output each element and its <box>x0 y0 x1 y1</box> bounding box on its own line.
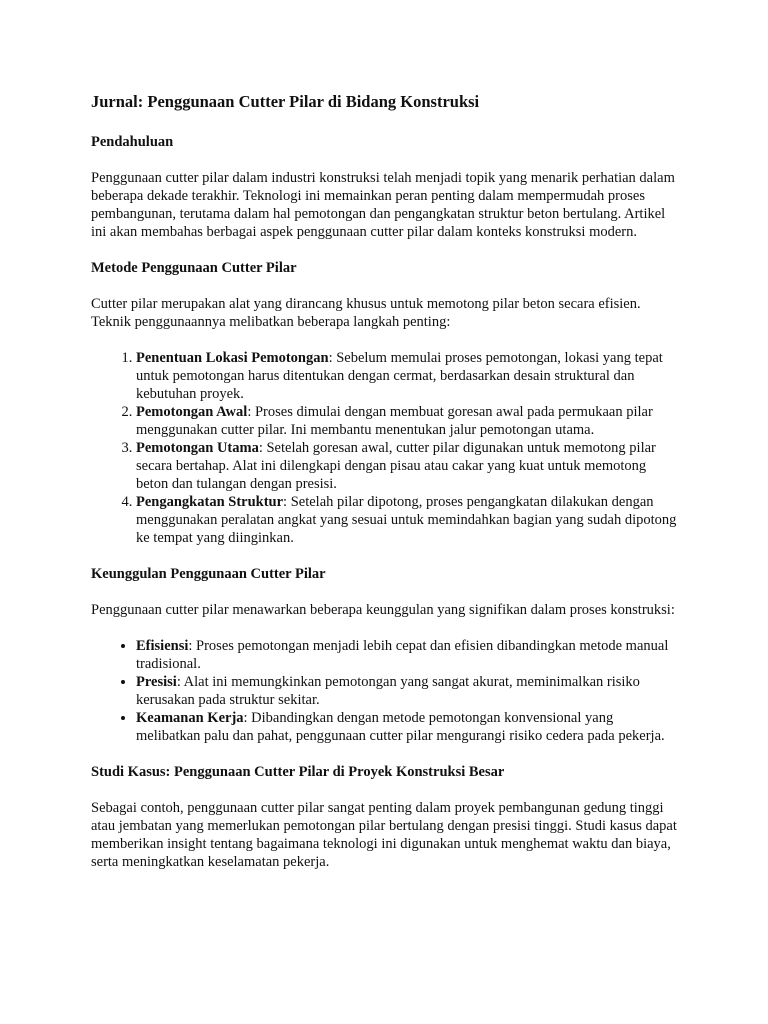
paragraph-intro: Penggunaan cutter pilar dalam industri konstruksi telah menjadi topik yang menarik perhatian dalam beberapa dekade terakhir. Teknologi ini memainkan peran penting dalam mempermudah proses pembangunan, terutama dalam hal pemotongan dan pengangkatan struktur beton bertulang. Artikel ini akan membahas berbagai aspek penggunaan cutter pilar dalam konteks konstruksi modern. <box>91 170 675 240</box>
heading-method: Metode Penggunaan Cutter Pilar <box>91 260 297 276</box>
list-item-term: Pemotongan Utama <box>136 440 259 456</box>
list-item-term: Pengangkatan Struktur <box>136 494 284 510</box>
list-item <box>136 403 681 439</box>
list-item <box>136 673 681 709</box>
list-item-text: : Setelah pilar dipotong, proses pengangkatan dilakukan dengan menggunakan peralatan angkat yang sesuai untuk memindahkan bagian yang sudah dipotong ke tempat yang diinginkan. <box>136 494 677 546</box>
list-item-term: Pemotongan Awal <box>136 404 248 420</box>
method-steps-list <box>91 349 681 547</box>
list-item-text: : Setelah goresan awal, cutter pilar digunakan untuk memotong pilar secara bertahap. Alat ini dilengkapi dengan pisau atau cakar yang kuat untuk memotong beton dan tulangan dengan presisi. <box>136 440 656 492</box>
list-item-text: : Sebelum memulai proses pemotongan, lokasi yang tepat untuk pemotongan harus ditentukan dengan cermat, berdasarkan desain struktural dan kebutuhan proyek. <box>136 350 663 402</box>
heading-intro: Pendahuluan <box>91 134 174 150</box>
list-item-text: : Proses dimulai dengan membuat goresan awal pada permukaan pilar menggunakan cutter pilar. Ini membantu menentukan jalur pemotongan utama. <box>136 404 653 438</box>
list-item-term: Keamanan Kerja <box>136 710 244 726</box>
list-item-text: : Dibandingkan dengan metode pemotongan konvensional yang melibatkan palu dan pahat, penggunaan cutter pilar mengurangi risiko cedera pada pekerja. <box>136 710 665 744</box>
list-item-term: Penentuan Lokasi Pemotongan <box>136 350 329 366</box>
advantages-list <box>91 637 681 745</box>
list-item-term: Presisi <box>136 674 177 690</box>
heading-case-study: Studi Kasus: Penggunaan Cutter Pilar di Proyek Konstruksi Besar <box>91 764 505 780</box>
list-item <box>136 493 681 547</box>
heading-advantages: Keunggulan Penggunaan Cutter Pilar <box>91 566 326 582</box>
list-item-text: : Proses pemotongan menjadi lebih cepat dan efisien dibandingkan metode manual tradisional. <box>136 638 669 672</box>
list-item-term: Efisiensi <box>136 638 189 654</box>
list-item <box>136 709 681 745</box>
list-item <box>136 637 681 673</box>
list-item <box>136 439 681 493</box>
document-title: Jurnal: Penggunaan Cutter Pilar di Bidang Konstruksi <box>91 92 480 111</box>
list-item <box>136 349 681 403</box>
paragraph-case-study: Sebagai contoh, penggunaan cutter pilar sangat penting dalam proyek pembangunan gedung tinggi atau jembatan yang memerlukan pemotongan pilar bertulang dengan presisi tinggi. Studi kasus dapat memberikan insight tentang bagaimana teknologi ini digunakan untuk menghemat waktu dan biaya, serta meningkatkan keselamatan pekerja. <box>91 800 677 870</box>
paragraph-method: Cutter pilar merupakan alat yang dirancang khusus untuk memotong pilar beton secara efisien. Teknik penggunaannya melibatkan beberapa langkah penting: <box>91 296 641 330</box>
paragraph-advantages: Penggunaan cutter pilar menawarkan beberapa keunggulan yang signifikan dalam proses konstruksi: <box>91 602 675 618</box>
list-item-text: : Alat ini memungkinkan pemotongan yang sangat akurat, meminimalkan risiko kerusakan pada struktur sekitar. <box>136 674 640 708</box>
document-content <box>91 92 681 889</box>
